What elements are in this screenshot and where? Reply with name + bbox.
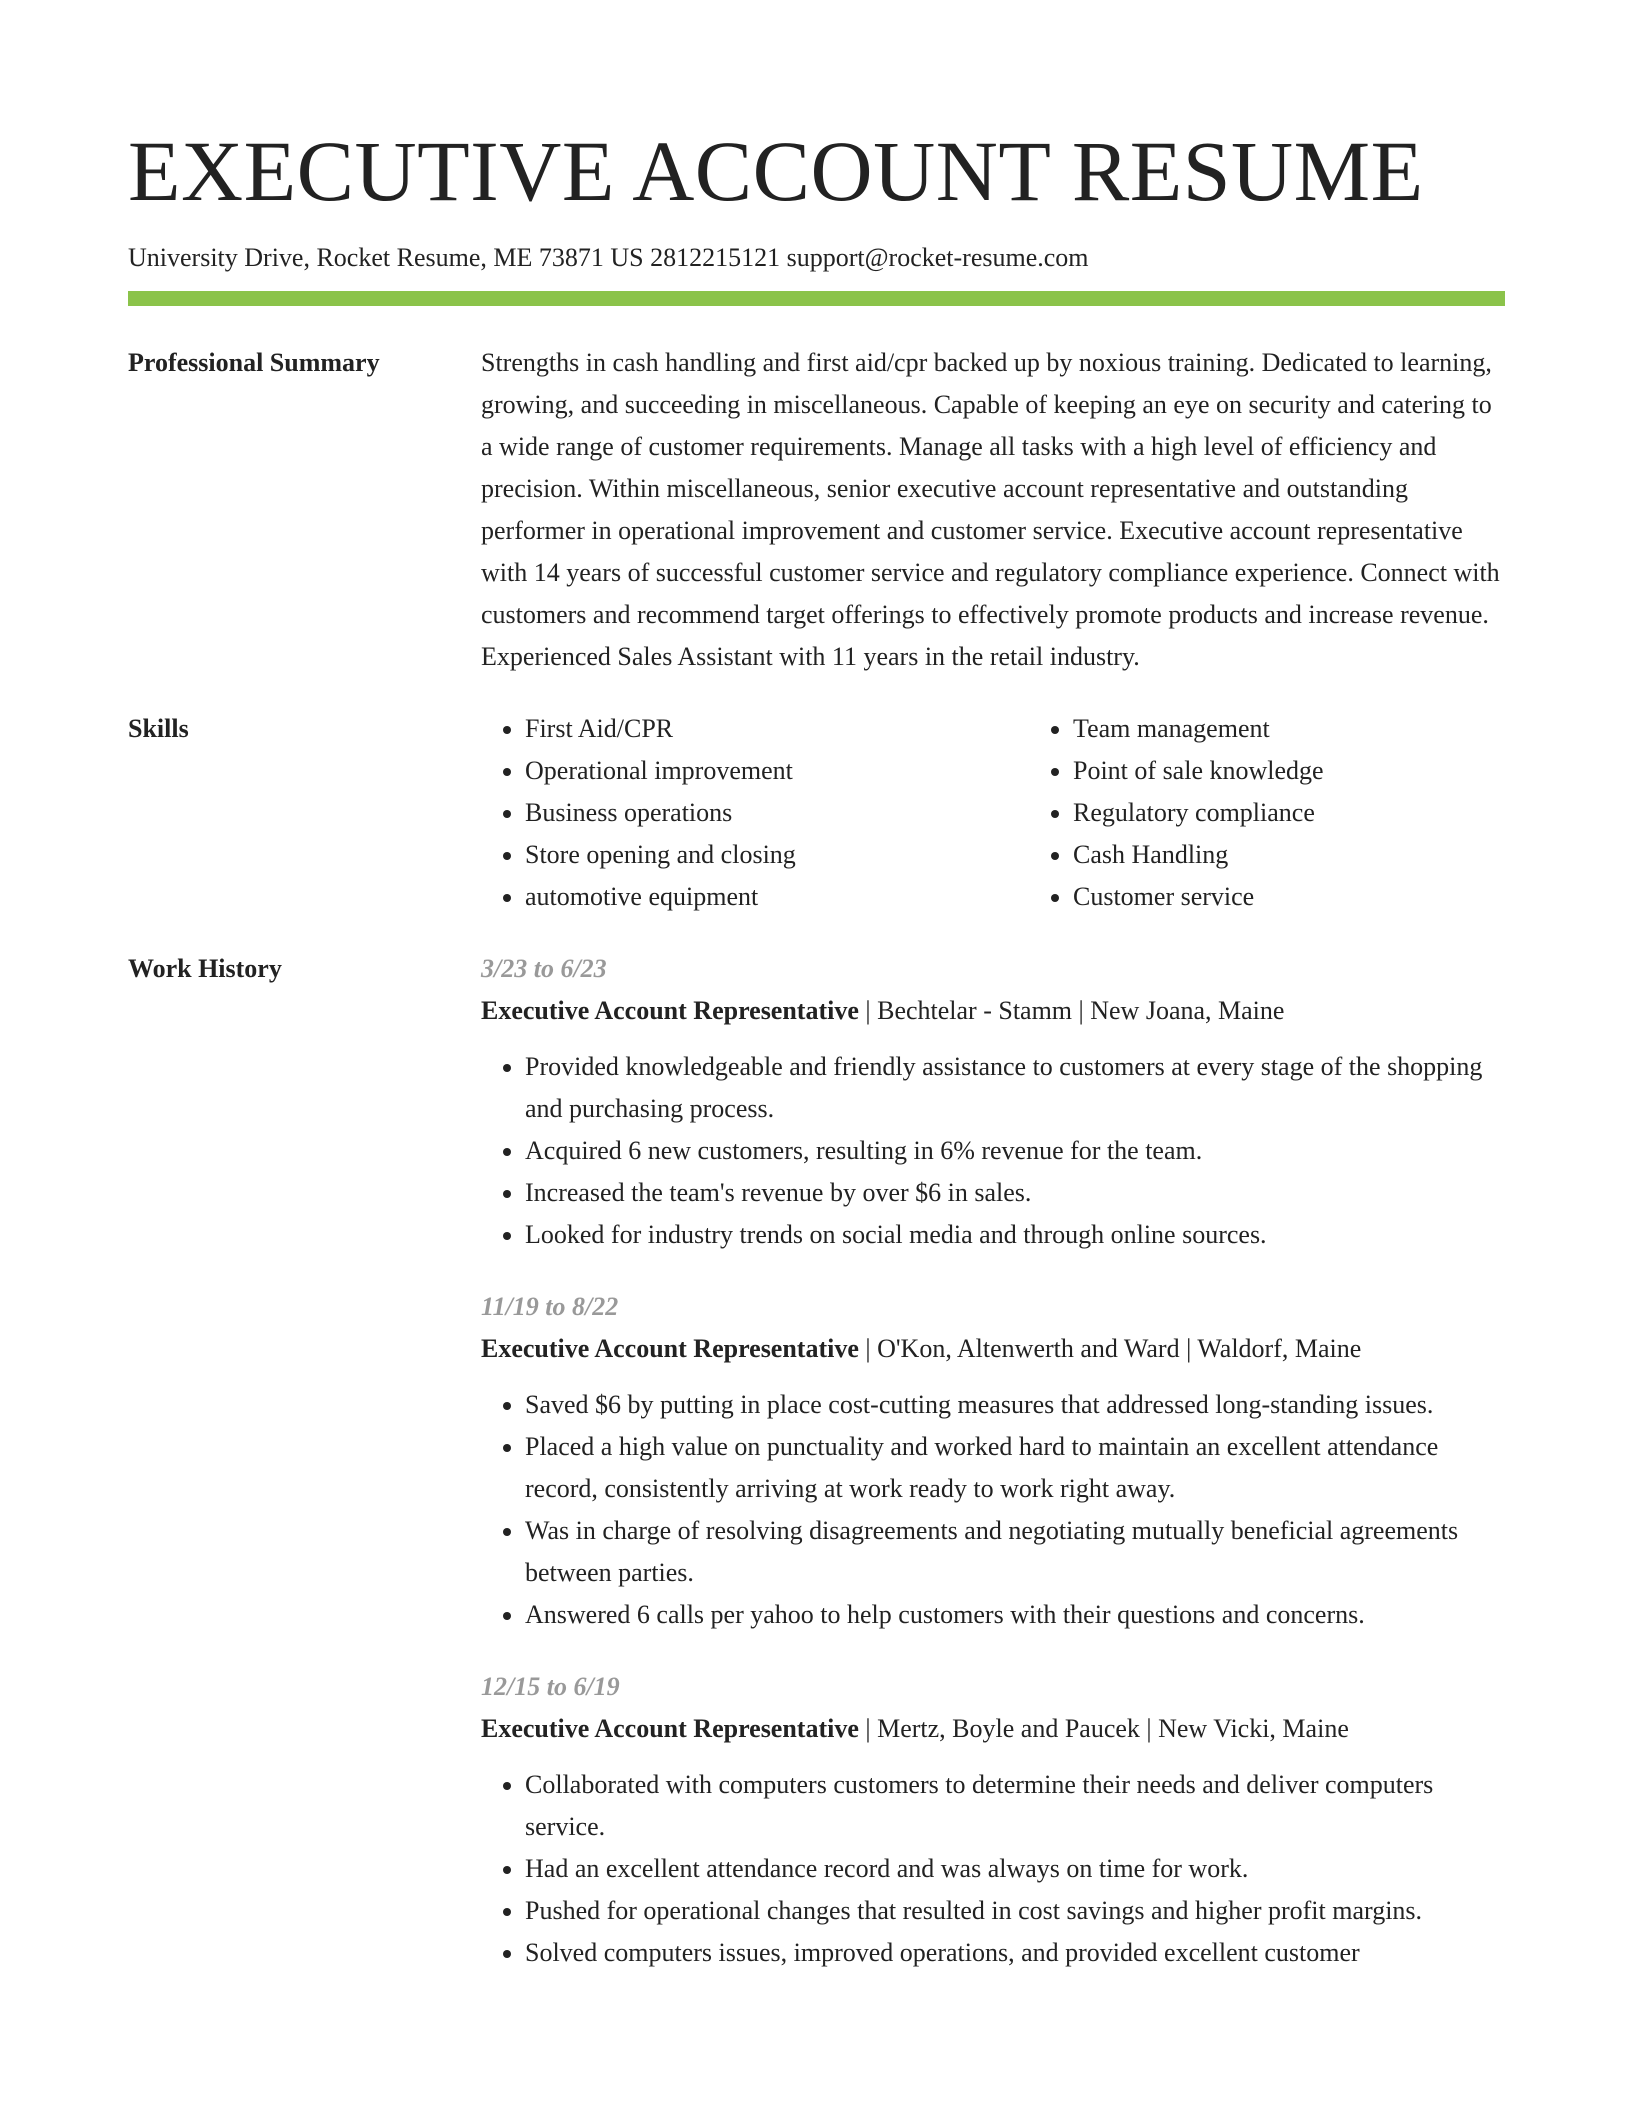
skill-item: • Team management [1073, 708, 1577, 750]
summary-label: Professional Summary [128, 348, 380, 377]
job-bullet: • Saved $6 by putting in place cost-cutting measures that addressed long-standing issues. [525, 1384, 1505, 1426]
skill-item: • Business operations [525, 792, 1029, 834]
job-bullet: • Acquired 6 new customers, resulting in 6% revenue for the team. [525, 1130, 1505, 1172]
skill-item: • Store opening and closing [525, 834, 1029, 876]
accent-divider [128, 291, 1505, 306]
job-heading [481, 990, 1505, 1032]
job-title: Executive Account Representative [481, 996, 859, 1025]
skill-item: • Customer service [1073, 876, 1577, 918]
job-bullet: • Collaborated with computers customers to determine their needs and deliver computers service. [525, 1764, 1505, 1848]
job-bullets [481, 1764, 1505, 1974]
job-bullets [481, 1046, 1505, 1256]
job-company-location: | Mertz, Boyle and Paucek | New Vicki, Maine [858, 1714, 1349, 1743]
job-bullet: • Answered 6 calls per yahoo to help customers with their questions and concerns. [525, 1594, 1505, 1636]
skill-item: • Operational improvement [525, 750, 1029, 792]
job-bullet: • Looked for industry trends on social media and through online sources. [525, 1214, 1505, 1256]
contact-line: University Drive, Rocket Resume, ME 73871 US 2812215121 support@rocket-resume.com [128, 243, 1089, 272]
resume-title: EXECUTIVE ACCOUNT RESUME [128, 123, 1424, 219]
job-date: 12/15 to 6/19 [481, 1672, 620, 1701]
skills-section [128, 708, 1505, 918]
job-title: Executive Account Representative [481, 1714, 859, 1743]
job-company-location: | Bechtelar - Stamm | New Joana, Maine [858, 996, 1285, 1025]
work-history-label: Work History [128, 954, 282, 983]
job-bullet: • Provided knowledgeable and friendly assistance to customers at every stage of the shopping and purchasing process. [525, 1046, 1505, 1130]
skill-item: • Cash Handling [1073, 834, 1577, 876]
job-date: 3/23 to 6/23 [481, 954, 607, 983]
job-entry [481, 1666, 1505, 1974]
skills-label: Skills [128, 714, 189, 743]
job-heading [481, 1328, 1505, 1370]
job-company-location: | O'Kon, Altenwerth and Ward | Waldorf, Maine [858, 1334, 1362, 1363]
job-bullet: • Pushed for operational changes that resulted in cost savings and higher profit margins. [525, 1890, 1505, 1932]
job-bullet: • Had an excellent attendance record and was always on time for work. [525, 1848, 1505, 1890]
skill-item: • First Aid/CPR [525, 708, 1029, 750]
job-bullet: • Placed a high value on punctuality and worked hard to maintain an excellent attendance record, consistently arriving at work ready to work right away. [525, 1426, 1505, 1510]
job-entry [481, 948, 1505, 1256]
job-bullet: • Solved computers issues, improved operations, and provided excellent customer [525, 1932, 1505, 1974]
job-heading [481, 1708, 1505, 1750]
job-date: 11/19 to 8/22 [481, 1292, 619, 1321]
work-history-section [128, 948, 1505, 2004]
job-bullet: • Increased the team's revenue by over $6 in sales. [525, 1172, 1505, 1214]
skills-list-left [481, 708, 1029, 918]
job-bullet: • Was in charge of resolving disagreements and negotiating mutually beneficial agreements between parties. [525, 1510, 1505, 1594]
skill-item: • automotive equipment [525, 876, 1029, 918]
resume-page [128, 0, 1505, 2004]
job-entry [481, 1286, 1505, 1636]
skill-item: • Point of sale knowledge [1073, 750, 1577, 792]
skills-list-right [1029, 708, 1577, 918]
summary-text: Strengths in cash handling and first aid/cpr backed up by noxious training. Dedicated to learning, growing, and succeeding in miscellaneous. Capable of keeping an eye on security and catering to a wide range of customer requirements. Manage all tasks with a high level of efficiency and precision. Within miscellaneous, senior executive account representative and outstanding performer in operational improvement and customer service. Executive account representative with 14 years of successful customer service and regulatory compliance experience. Connect with customers and recommend target offerings to effectively promote products and increase revenue. Experienced Sales Assistant with 11 years in the retail industry. [481, 348, 1500, 671]
skill-item: • Regulatory compliance [1073, 792, 1577, 834]
job-bullets [481, 1384, 1505, 1636]
summary-section [128, 342, 1505, 678]
job-title: Executive Account Representative [481, 1334, 859, 1363]
